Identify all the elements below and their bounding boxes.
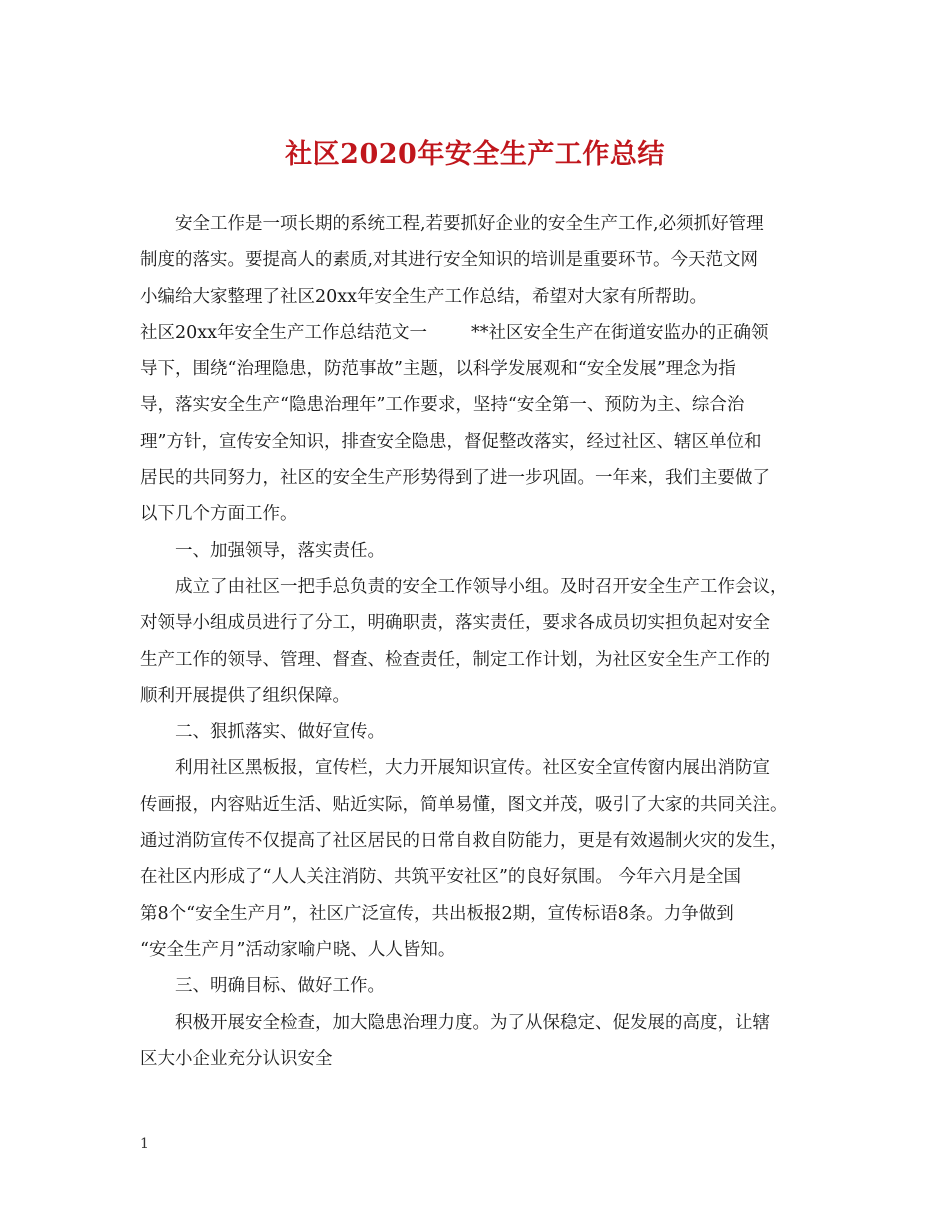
paragraph-line: 在社区内形成了“人人关注消防、共筑平安社区”的良好氛围。 今年六月是全国 xyxy=(140,867,741,888)
paragraph-line: “安全生产月”活动家喻户晓、人人皆知。 xyxy=(140,939,456,960)
paragraph-line: 传画报，内容贴近生活、贴近实际，简单易懂，图文并茂，吸引了大家的共同关注。 xyxy=(140,794,788,815)
paragraph-line: 安全工作是一项长期的系统工程,若要抓好企业的安全生产工作,必须抓好管理 xyxy=(175,214,764,234)
page-title: 社区2020年安全生产工作总结 xyxy=(285,139,665,170)
paragraph-line: 顺利开展提供了组织保障。 xyxy=(140,685,350,706)
paragraph-line: 居民的共同努力，社区的安全生产形势得到了进一步巩固。一年来，我们主要做了 xyxy=(140,468,770,489)
paragraph-line: 以下几个方面工作。 xyxy=(140,504,298,525)
paragraph-line: 区大小企业充分认识安全 xyxy=(140,1048,333,1069)
paragraph-line: 导，落实安全生产“隐患治理年”工作要求，坚持“安全第一、预防为主、综合治 xyxy=(140,395,745,416)
paragraph-line: 生产工作的领导、管理、督查、检查责任，制定工作计划，为社区安全生产工作的 xyxy=(140,649,770,670)
paragraph-line: 对领导小组成员进行了分工，明确职责，落实责任，要求各成员切实担负起对安全 xyxy=(140,613,770,634)
paragraph-text: **社区安全生产在街道安监办的正确领 xyxy=(471,322,769,343)
paragraph-line: 制度的落实。要提高人的素质,对其进行安全知识的培训是重要环节。今天范文网 xyxy=(140,250,759,271)
page-number: 1 xyxy=(140,1136,149,1152)
paragraph-line: 通过消防宣传不仅提高了社区居民的日常自救自防能力，更是有效遏制火灾的发生， xyxy=(140,831,788,852)
paragraph-line: 理”方针，宣传安全知识，排查安全隐患，督促整改落实，经过社区、辖区单位和 xyxy=(140,431,762,452)
paragraph-line: 导下，围绕“治理隐患，防范事故”主题，以科学发展观和“安全发展”理念为指 xyxy=(140,359,736,380)
document-body xyxy=(140,206,830,1077)
paragraph-line xyxy=(140,315,830,351)
paragraph-line: 小编给大家整理了社区20xx年安全生产工作总结，希望对大家有所帮助。 xyxy=(140,286,708,307)
paragraph-line: 成立了由社区一把手总负责的安全工作领导小组。及时召开安全生产工作会议， xyxy=(175,576,788,597)
section-heading-sample: 社区20xx年安全生产工作总结范文一 xyxy=(140,322,428,343)
paragraph-line: 利用社区黑板报，宣传栏，大力开展知识宣传。社区安全宣传窗内展出消防宣 xyxy=(175,758,770,779)
paragraph-line: 第8个“安全生产月”，社区广泛宣传，共出板报2期，宣传标语8条。力争做到 xyxy=(140,903,734,924)
section-heading: 三、明确目标、做好工作。 xyxy=(175,976,385,997)
section-heading: 二、狠抓落实、做好宣传。 xyxy=(175,722,385,743)
section-heading: 一、加强领导，落实责任。 xyxy=(175,540,385,561)
paragraph-line: 积极开展安全检查，加大隐患治理力度。为了从保稳定、促发展的高度，让辖 xyxy=(175,1012,770,1033)
